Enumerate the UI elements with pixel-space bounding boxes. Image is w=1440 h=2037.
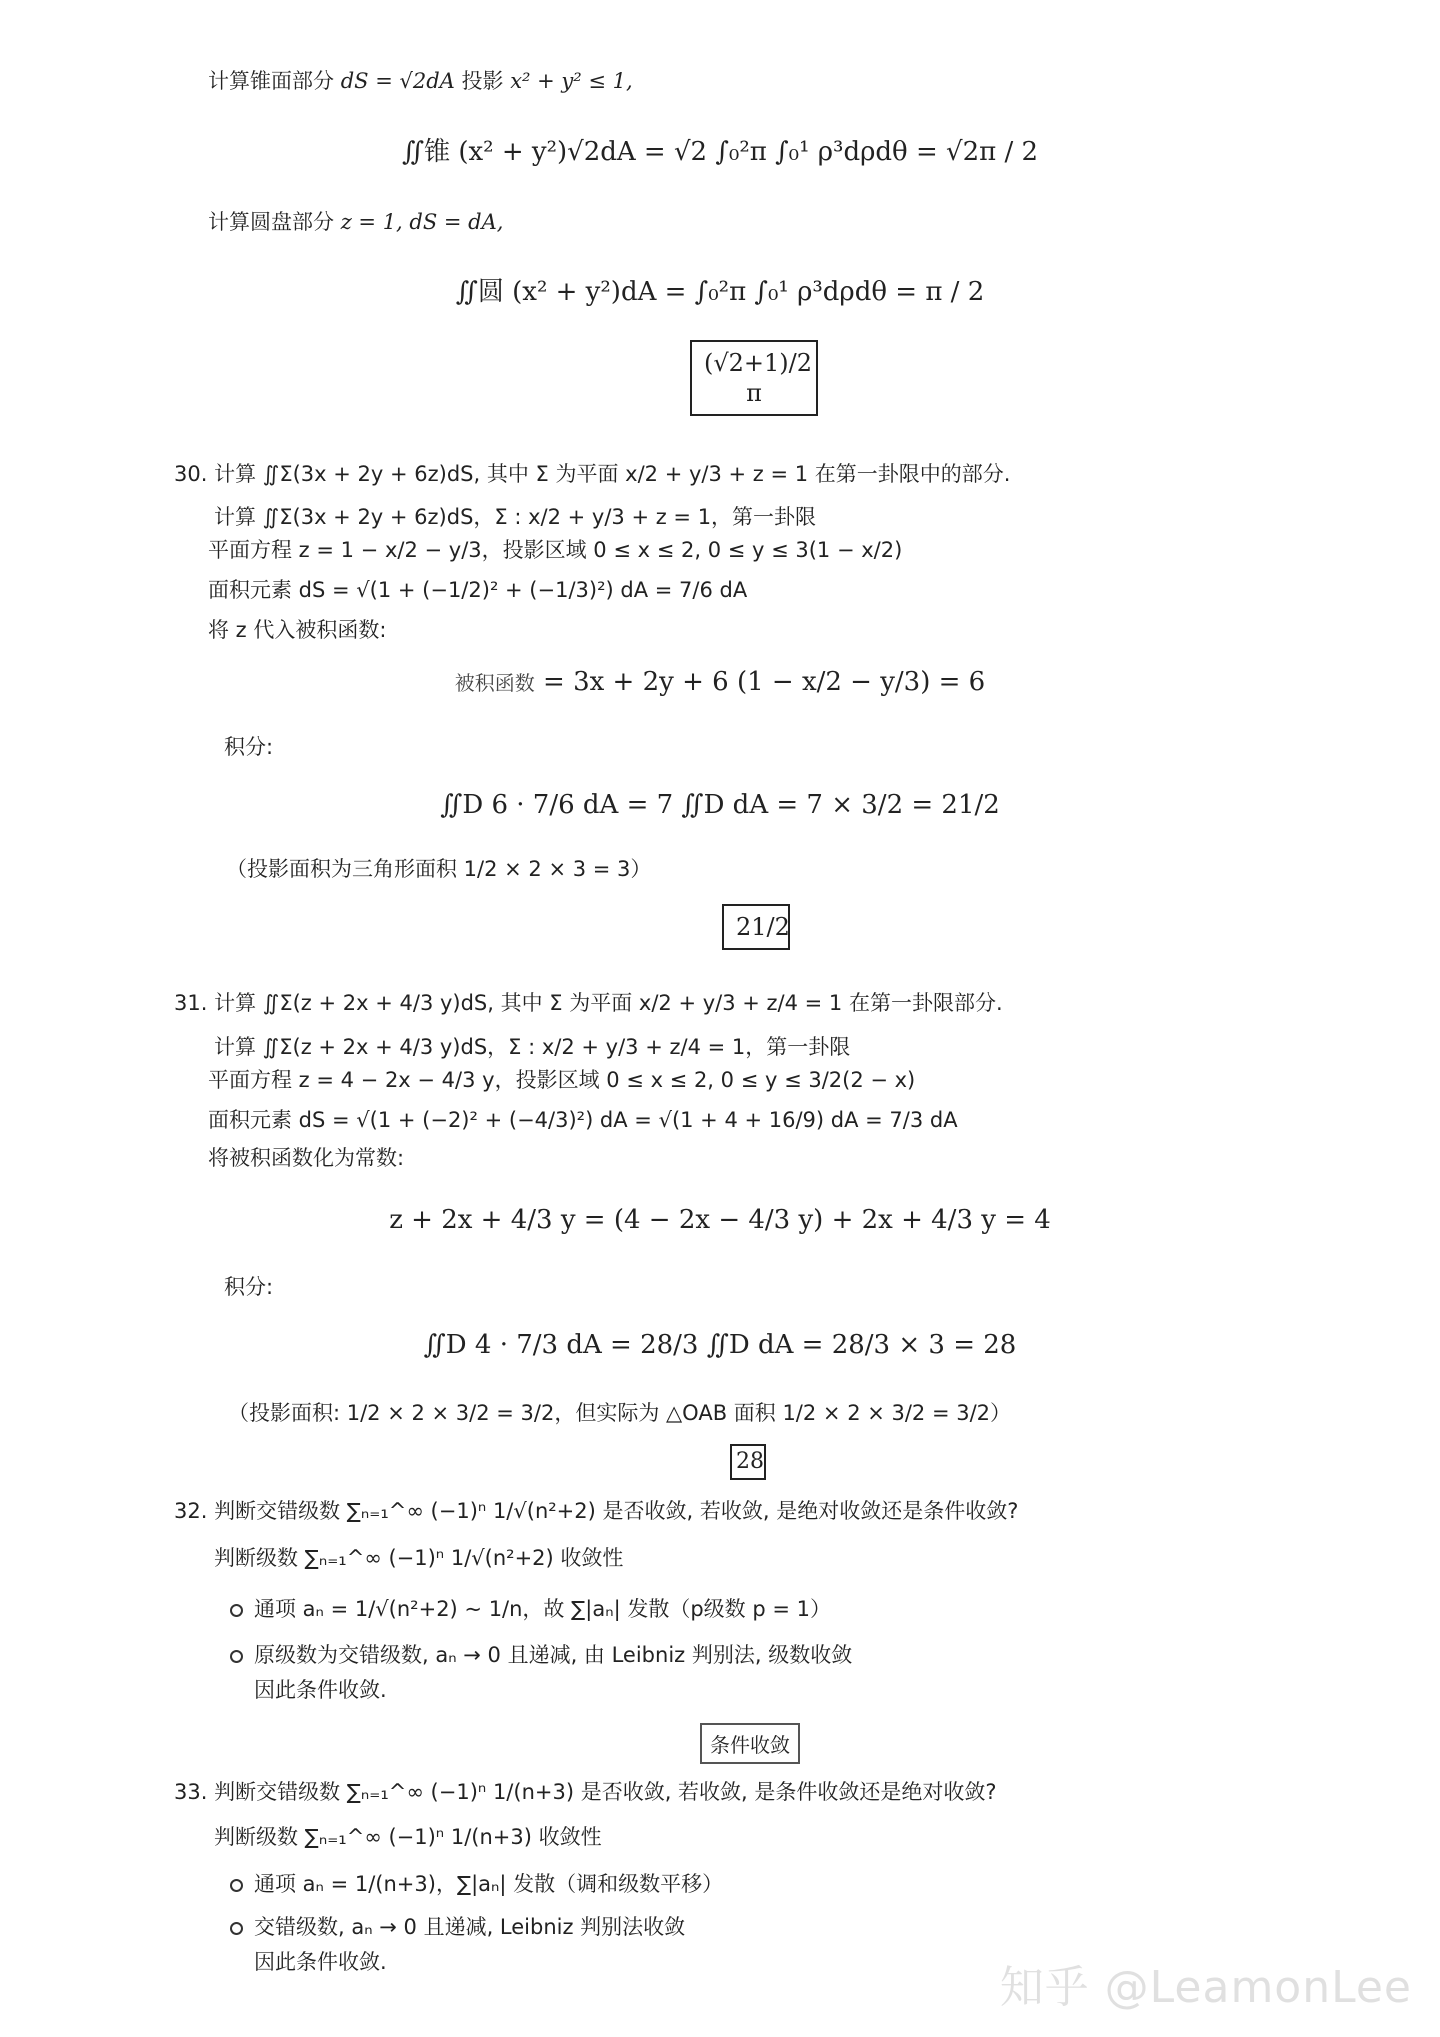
p29-line1-tail: 投影 xyxy=(461,69,504,93)
p30-answer: 21/2 xyxy=(736,913,790,941)
p29-eq2 xyxy=(0,272,1440,312)
p29-line1-math: dS = √2dA xyxy=(340,69,455,93)
p29-answer-box xyxy=(690,340,818,416)
p30-answer-box xyxy=(722,904,790,950)
p30-num: 30. xyxy=(174,462,208,486)
p32-b1-text: 通项 aₙ = 1/√(n²+2) ∼ 1/n，故 ∑|aₙ| 发散（p级数 p = 1） xyxy=(254,1597,831,1621)
p33-s1 xyxy=(214,1822,602,1852)
p29-line2-text: 计算圆盘部分 xyxy=(208,210,334,234)
p31-s1-text: 计算 ∬Σ(z + 2x + 4/3 y)dS，Σ : x/2 + y/3 + z/4 = 1，第一卦限 xyxy=(214,1035,851,1059)
p33-b2 xyxy=(254,1912,685,1942)
p29-line1-text: 计算锥面部分 xyxy=(208,69,334,93)
bullet-icon xyxy=(230,1650,243,1663)
p31-s1 xyxy=(214,1032,850,1062)
p33-b2-text: 交错级数, aₙ → 0 且递减, Leibniz 判别法收敛 xyxy=(254,1915,686,1939)
p29-eq2-text: ∬圆 (x² + y²)dA = ∫₀²π ∫₀¹ ρ³dρdθ = π / 2 xyxy=(455,277,985,307)
p30-s5-text: 积分: xyxy=(224,735,274,759)
p30-s5 xyxy=(224,732,273,762)
p33-b2-cont-text: 因此条件收敛. xyxy=(254,1950,387,1974)
p30-note-text: （投影面积为三角形面积 1/2 × 2 × 3 = 3） xyxy=(226,857,652,881)
p32-b2-cont-text: 因此条件收敛. xyxy=(254,1678,387,1702)
p30-s3-text: 面积元素 dS = √(1 + (−1/2)² + (−1/3)²) dA = 7/6 dA xyxy=(208,578,748,602)
p30-s3 xyxy=(208,575,747,605)
p29-eq1-text: ∬锥 (x² + y²)√2dA = √2 ∫₀²π ∫₀¹ ρ³dρdθ = √2π / 2 xyxy=(401,137,1039,167)
p33-b1-text: 通项 aₙ = 1/(n+3)，∑|aₙ| 发散（调和级数平移） xyxy=(254,1872,724,1896)
p31-s2-text: 平面方程 z = 4 − 2x − 4/3 y，投影区域 0 ≤ x ≤ 2, 0 ≤ y ≤ 3/2(2 − x) xyxy=(208,1068,916,1092)
p32-num: 32. xyxy=(174,1499,208,1523)
p30-eq1 xyxy=(0,662,1440,703)
p29-line2 xyxy=(208,207,503,237)
p31-question xyxy=(174,988,1003,1018)
p30-eq2-text: ∬D 6 · 7/6 dA = 7 ∬D dA = 7 × 3/2 = 21/2 xyxy=(440,790,1000,820)
p29-line2-math: z = 1, dS = dA, xyxy=(340,210,504,234)
p30-eq1-text: = 3x + 2y + 6 (1 − x/2 − y/3) = 6 xyxy=(543,667,986,697)
p31-s3 xyxy=(208,1105,958,1135)
p31-answer: 28 xyxy=(736,1449,764,1474)
p30-question xyxy=(174,459,1010,489)
p32-s1-text: 判断级数 ∑ₙ₌₁^∞ (−1)ⁿ 1/√(n²+2) 收敛性 xyxy=(214,1546,624,1570)
p29-eq1 xyxy=(0,132,1440,172)
p33-b1 xyxy=(254,1869,723,1899)
p32-answer: 条件收敛 xyxy=(710,1733,790,1757)
bullet-icon xyxy=(230,1604,243,1617)
p33-question xyxy=(174,1777,997,1807)
p31-question-text: 计算 ∬Σ(z + 2x + 4/3 y)dS, 其中 Σ 为平面 x/2 + y/3 + z/4 = 1 在第一卦限部分. xyxy=(214,991,1003,1015)
p32-b2 xyxy=(254,1640,852,1670)
p30-s4-text: 将 z 代入被积函数: xyxy=(208,618,387,642)
p31-num: 31. xyxy=(174,991,208,1015)
p32-s1 xyxy=(214,1543,623,1573)
p30-eq2 xyxy=(0,785,1440,825)
p31-eq1-text: z + 2x + 4/3 y = (4 − 2x − 4/3 y) + 2x + 4/3 y = 4 xyxy=(389,1205,1051,1235)
p32-b2-cont xyxy=(254,1675,387,1705)
p30-s1 xyxy=(214,502,816,532)
p33-b2-cont xyxy=(254,1947,387,1977)
p31-s5-text: 积分: xyxy=(224,1275,274,1299)
p31-note xyxy=(228,1398,1011,1428)
p31-eq1 xyxy=(0,1200,1440,1240)
p31-s4-text: 将被积函数化为常数: xyxy=(208,1146,405,1170)
p32-answer-box xyxy=(700,1723,800,1764)
bullet-icon xyxy=(230,1879,243,1892)
p31-eq2-text: ∬D 4 · 7/3 dA = 28/3 ∬D dA = 28/3 × 3 = 28 xyxy=(423,1330,1017,1360)
p31-s4 xyxy=(208,1143,404,1173)
p30-note xyxy=(226,854,651,884)
p32-question-text: 判断交错级数 ∑ₙ₌₁^∞ (−1)ⁿ 1/√(n²+2) 是否收敛, 若收敛, 是绝对收敛还是条件收敛? xyxy=(214,1499,1019,1523)
p31-s2 xyxy=(208,1065,915,1095)
p31-answer-box xyxy=(730,1444,766,1480)
p30-s2-text: 平面方程 z = 1 − x/2 − y/3，投影区域 0 ≤ x ≤ 2, 0 ≤ y ≤ 3(1 − x/2) xyxy=(208,538,903,562)
p30-question-text: 计算 ∬Σ(3x + 2y + 6z)dS, 其中 Σ 为平面 x/2 + y/3 + z = 1 在第一卦限中的部分. xyxy=(214,462,1011,486)
p29-line1 xyxy=(208,66,633,96)
p30-s4 xyxy=(208,615,386,645)
p31-s5 xyxy=(224,1272,273,1302)
p30-eq1-label: 被积函数 xyxy=(454,671,535,695)
p33-s1-text: 判断级数 ∑ₙ₌₁^∞ (−1)ⁿ 1/(n+3) 收敛性 xyxy=(214,1825,602,1849)
p30-s2 xyxy=(208,535,902,565)
p31-eq2 xyxy=(0,1325,1440,1365)
p29-answer: (√2+1)/2 π xyxy=(704,349,813,407)
p33-num: 33. xyxy=(174,1780,208,1804)
p31-note-text: （投影面积: 1/2 × 2 × 3/2 = 3/2，但实际为 △OAB 面积 1/2 × 2 × 3/2 = 3/2） xyxy=(228,1401,1012,1425)
p32-question xyxy=(174,1496,1018,1526)
watermark: 知乎 @LeamonLee xyxy=(999,1962,1412,2013)
p30-s1-text: 计算 ∬Σ(3x + 2y + 6z)dS，Σ : x/2 + y/3 + z = 1，第一卦限 xyxy=(214,505,817,529)
p32-b2-text: 原级数为交错级数, aₙ → 0 且递减, 由 Leibniz 判别法, 级数收敛 xyxy=(254,1643,853,1667)
p32-b1 xyxy=(254,1594,831,1624)
p33-question-text: 判断交错级数 ∑ₙ₌₁^∞ (−1)ⁿ 1/(n+3) 是否收敛, 若收敛, 是条件收敛还是绝对收敛? xyxy=(214,1780,997,1804)
p31-s3-text: 面积元素 dS = √(1 + (−2)² + (−4/3)²) dA = √(1 + 4 + 16/9) dA = 7/3 dA xyxy=(208,1108,958,1132)
p29-line1-tail-math: x² + y² ≤ 1, xyxy=(510,69,633,93)
bullet-icon xyxy=(230,1922,243,1935)
